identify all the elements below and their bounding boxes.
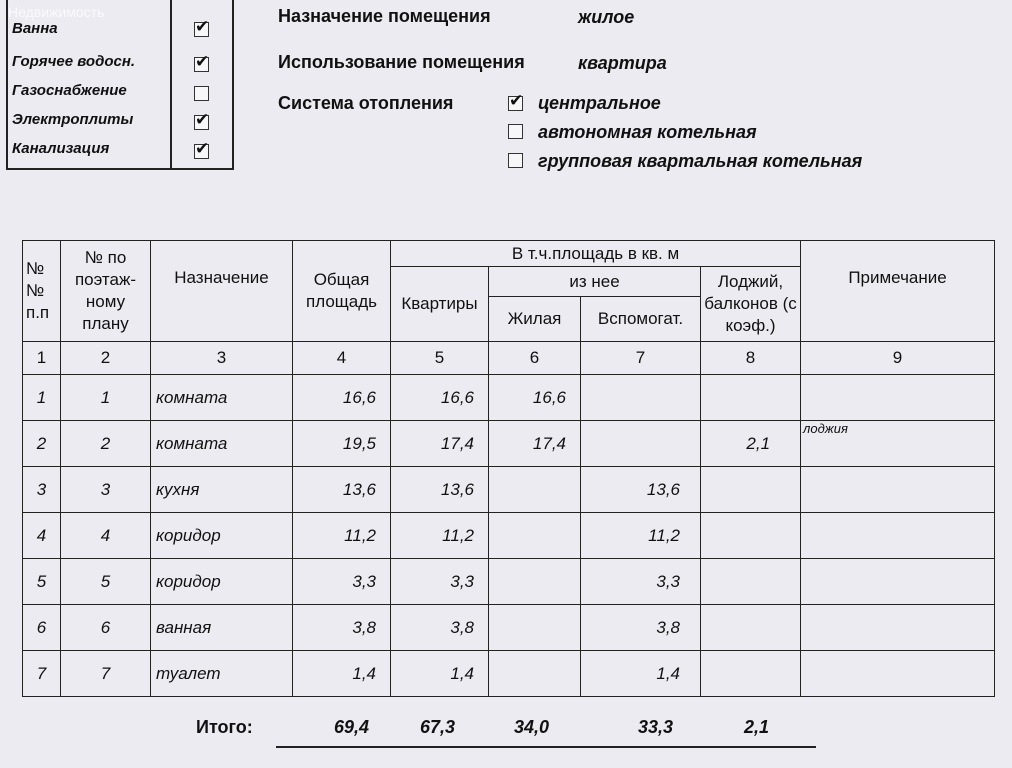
cell-living <box>489 651 581 697</box>
check-mark-icon: ✔ <box>195 139 210 159</box>
header-auxiliary: Вспомогат. <box>581 297 701 342</box>
column-number: 4 <box>293 342 391 375</box>
cell-living <box>489 513 581 559</box>
cell-note <box>801 559 995 605</box>
cell-living: 16,6 <box>489 375 581 421</box>
utility-row-hot-water <box>12 51 228 75</box>
cell-num: 3 <box>23 467 61 513</box>
usage-value: квартира <box>578 53 667 73</box>
cell-loggia <box>701 559 801 605</box>
cell-loggia <box>701 375 801 421</box>
cell-living <box>489 467 581 513</box>
cell-num: 5 <box>23 559 61 605</box>
utility-label: Газоснабжение <box>12 82 127 99</box>
table-row <box>23 375 995 421</box>
utility-checkbox-bath[interactable] <box>194 17 210 37</box>
header-purpose: Назначение <box>151 241 293 342</box>
cell-aux: 11,2 <box>581 513 701 559</box>
cell-plan: 2 <box>61 421 151 467</box>
table-row <box>23 651 995 697</box>
cell-total: 13,6 <box>293 467 391 513</box>
utility-checkbox-electric-stoves[interactable] <box>194 110 210 130</box>
table-row <box>23 421 995 467</box>
cell-aux: 3,8 <box>581 605 701 651</box>
totals-label: Итого: <box>196 717 253 737</box>
cell-living <box>489 605 581 651</box>
cell-loggia <box>701 651 801 697</box>
cell-apt: 16,6 <box>391 375 489 421</box>
column-number: 6 <box>489 342 581 375</box>
cell-num: 2 <box>23 421 61 467</box>
column-number: 5 <box>391 342 489 375</box>
table-row <box>23 559 995 605</box>
header-apartments: Квартиры <box>391 267 489 342</box>
column-number: 8 <box>701 342 801 375</box>
cell-name: ванная <box>151 605 293 651</box>
total-apt-sum: 67,3 <box>420 717 456 737</box>
utility-checkbox-sewerage[interactable] <box>194 139 210 159</box>
cell-note: лоджия <box>801 421 995 467</box>
heating-label: Система отопления <box>278 93 454 113</box>
cell-total: 3,3 <box>293 559 391 605</box>
cell-name: коридор <box>151 559 293 605</box>
total-aux-sum: 33,3 <box>638 717 674 737</box>
column-number-row <box>23 342 995 375</box>
cell-note <box>801 467 995 513</box>
heating-option-central: центральное <box>538 93 661 113</box>
cell-num: 7 <box>23 651 61 697</box>
total-area-sum: 69,4 <box>334 717 370 737</box>
cell-plan: 6 <box>61 605 151 651</box>
heating-option-group: групповая квартальная котельная <box>538 151 863 171</box>
column-number: 3 <box>151 342 293 375</box>
heating-option-autonomous: автономная котельная <box>538 122 757 142</box>
cell-plan: 5 <box>61 559 151 605</box>
cell-total: 16,6 <box>293 375 391 421</box>
utility-label: Горячее водосн. <box>12 53 136 70</box>
cell-apt: 11,2 <box>391 513 489 559</box>
room-areas-table <box>22 240 995 697</box>
cell-note <box>801 605 995 651</box>
check-mark-icon: ✔ <box>195 17 210 37</box>
column-number: 1 <box>23 342 61 375</box>
cell-name: комната <box>151 421 293 467</box>
cell-name: туалет <box>151 651 293 697</box>
total-living-sum: 34,0 <box>514 717 550 737</box>
column-number: 7 <box>581 342 701 375</box>
cell-aux: 3,3 <box>581 559 701 605</box>
total-loggia-sum: 2,1 <box>744 717 770 737</box>
heating-checkbox-group[interactable] <box>508 153 523 168</box>
cell-apt: 3,8 <box>391 605 489 651</box>
cell-name: кухня <box>151 467 293 513</box>
cell-note <box>801 375 995 421</box>
header-note: Примечание <box>801 241 995 342</box>
header-of-which: из нее <box>489 267 701 297</box>
column-number: 9 <box>801 342 995 375</box>
heating-checkbox-autonomous[interactable] <box>508 124 523 139</box>
utility-row-gas <box>12 80 228 104</box>
table-row <box>23 605 995 651</box>
cell-loggia <box>701 467 801 513</box>
purpose-value: жилое <box>578 7 635 27</box>
header-num: № № п.п <box>23 241 61 342</box>
cell-plan: 1 <box>61 375 151 421</box>
header-floor-plan: № по поэтаж- ному плану <box>61 241 151 342</box>
cell-apt: 13,6 <box>391 467 489 513</box>
cell-living <box>489 559 581 605</box>
utility-row-bath <box>12 18 228 42</box>
cell-note <box>801 651 995 697</box>
utility-label: Канализация <box>12 140 110 157</box>
check-mark-icon: ✔ <box>195 110 210 130</box>
header-living: Жилая <box>489 297 581 342</box>
cell-aux: 1,4 <box>581 651 701 697</box>
utility-checkbox-hot-water[interactable] <box>194 52 210 72</box>
cell-loggia <box>701 605 801 651</box>
cell-living: 17,4 <box>489 421 581 467</box>
utilities-box <box>6 0 234 170</box>
table-row <box>23 467 995 513</box>
cell-name: коридор <box>151 513 293 559</box>
cell-name: комната <box>151 375 293 421</box>
totals-underline <box>276 746 816 748</box>
utility-row-sewerage <box>12 138 228 162</box>
cell-num: 1 <box>23 375 61 421</box>
heating-checkbox-central[interactable] <box>508 91 524 111</box>
cell-plan: 4 <box>61 513 151 559</box>
utility-label: Электроплиты <box>12 111 134 128</box>
header-loggias: Лоджий, балконов (с коэф.) <box>701 267 801 342</box>
cell-aux <box>581 375 701 421</box>
cell-aux <box>581 421 701 467</box>
cell-plan: 7 <box>61 651 151 697</box>
purpose-label: Назначение помещения <box>278 6 491 26</box>
cell-total: 3,8 <box>293 605 391 651</box>
cell-total: 11,2 <box>293 513 391 559</box>
table-row <box>23 513 995 559</box>
utility-checkbox-gas[interactable] <box>194 86 209 101</box>
cell-apt: 17,4 <box>391 421 489 467</box>
cell-loggia: 2,1 <box>701 421 801 467</box>
watermark: Недвижимость <box>8 4 105 20</box>
cell-apt: 3,3 <box>391 559 489 605</box>
cell-note <box>801 513 995 559</box>
cell-num: 4 <box>23 513 61 559</box>
cell-loggia <box>701 513 801 559</box>
utility-label: Ванна <box>12 20 58 37</box>
usage-label: Использование помещения <box>278 52 525 72</box>
cell-num: 6 <box>23 605 61 651</box>
check-mark-icon: ✔ <box>509 91 524 111</box>
cell-plan: 3 <box>61 467 151 513</box>
column-number: 2 <box>61 342 151 375</box>
header-total-area: Общая площадь <box>293 241 391 342</box>
utility-row-electric-stoves <box>12 109 228 133</box>
cell-aux: 13,6 <box>581 467 701 513</box>
cell-apt: 1,4 <box>391 651 489 697</box>
check-mark-icon: ✔ <box>195 52 210 72</box>
cell-total: 19,5 <box>293 421 391 467</box>
cell-total: 1,4 <box>293 651 391 697</box>
header-including-area: В т.ч.площадь в кв. м <box>391 241 801 267</box>
